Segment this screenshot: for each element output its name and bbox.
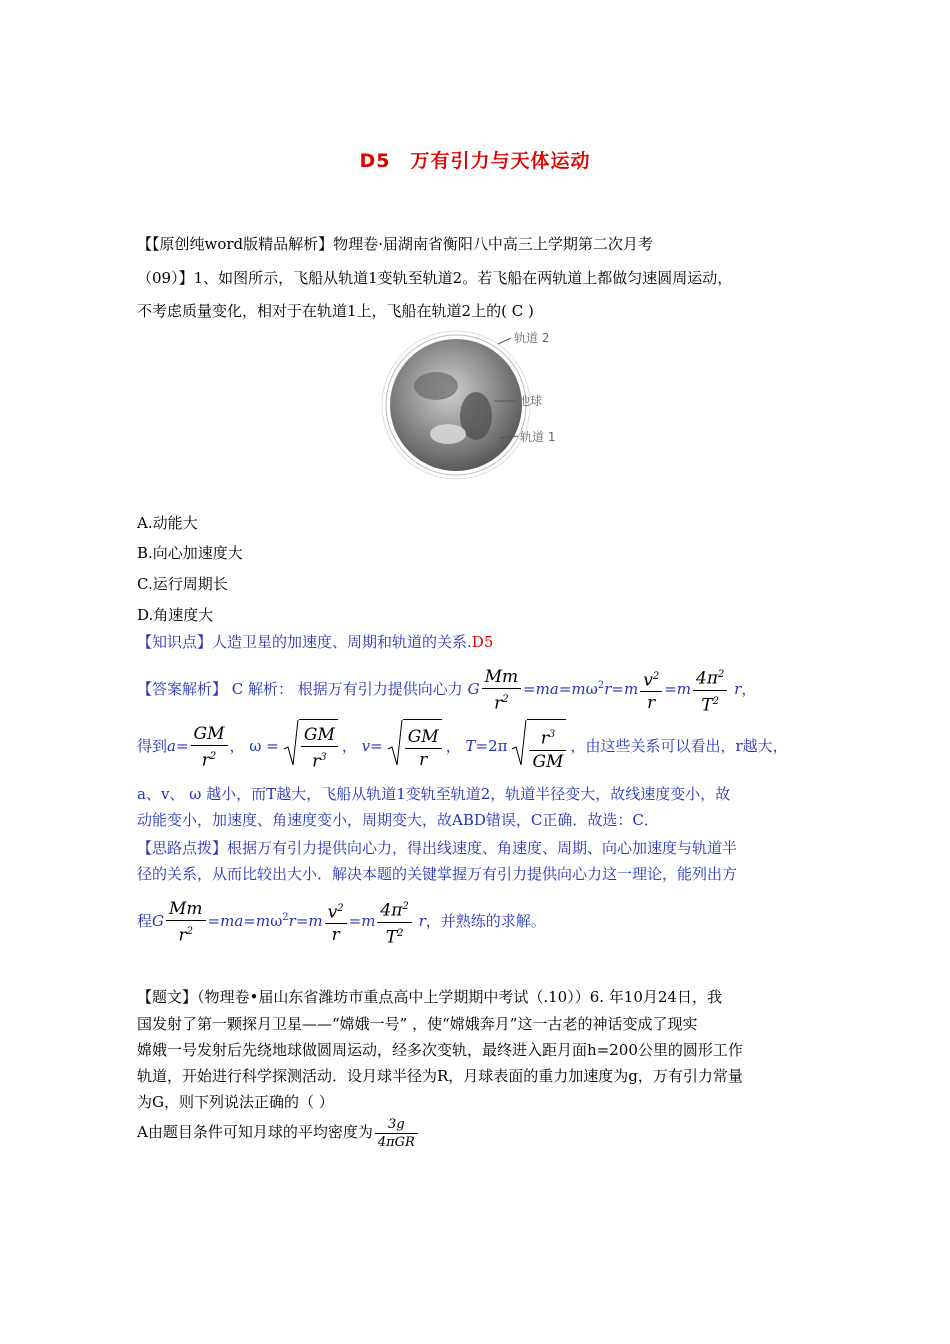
q2-line-4: 轨道，开始进行科学探测活动．设月球半径为R，月球表面的重力加速度为g，万有引力常量 xyxy=(137,1067,743,1085)
q2-line-2: 国发射了第一颗探月卫星——“嫦娥一号” ，使“嫦娥奔月”这一古老的神话变成了现实 xyxy=(137,1015,698,1033)
answer-line-1: 【答案解析】 C 解析： 根据万有引力提供向心力 G $\frac{Mm}{r^2}$ $=ma=m\omega^2r=m$ $\frac{v^2}{r}$ =m $\frac{4\pi^2}{T^2}$ r， xyxy=(137,661,756,716)
knowledge-text: 人造卫星的加速度、周期和轨道的关系. xyxy=(212,633,472,651)
answer-line-4: 动能变小，加速度、角速度变小，周期变大，故ABD错误，C正确．故选：C． xyxy=(137,811,659,829)
page-title: D5 万有引力与天体运动 xyxy=(359,150,591,172)
q2-option-a-text: A由题目条件可知月球的平均密度为 xyxy=(137,1123,373,1141)
answer-tag: 【答案解析】 xyxy=(137,680,228,698)
answer-line-3: a、v、 ω 越小，而T越大，飞船从轨道1变轨至轨道2，轨道半径变大，故线速度变小，故 xyxy=(137,785,731,803)
tip-prefix: 程 xyxy=(137,912,153,930)
label-earth: 地球 xyxy=(518,394,543,408)
option-d: D.角速度大 xyxy=(137,606,214,624)
option-c: C.运行周期长 xyxy=(137,575,228,593)
got-suffix: ，由这些关系可以看出，r越大， xyxy=(570,737,788,755)
knowledge-code: D5 xyxy=(471,633,494,651)
answer-lead: C 解析： 根据万有引力提供向心力 xyxy=(227,680,463,698)
tip-tag: 【思路点拨】 xyxy=(137,839,228,857)
tip-text-1: 根据万有引力提供向心力，得出线速度、角速度、周期、向心加速度与轨道半 xyxy=(227,839,738,857)
tip-line-1 xyxy=(137,838,737,858)
option-a: A.动能大 xyxy=(137,514,198,532)
q1-line-3: 不考虑质量变化，相对于在轨道1上，飞船在轨道2上的( C ) xyxy=(137,302,534,320)
answer-line-2: 得到a= $\frac{GM}{r^2}$ ， ω = $\frac{GM}{r^3}$ ， v= $\frac{GM}{r}$ ， T=2π $\frac{r^3}{GM}$ ，由这些关系可以看出，r越大， xyxy=(137,718,788,776)
q1-line-2: （09）】1、如图所示，飞船从轨道1变轨至轨道2。若飞船在两轨道上都做匀速圆周运动， xyxy=(137,269,733,287)
tip-line-3: 程G $\frac{Mm}{r^2}$ $=ma=m\omega^2r=m$ $\frac{v^2}{r}$ =m $\frac{4\pi^2}{T^2}$ r，并熟练的求解。 xyxy=(137,892,546,948)
knowledge-point xyxy=(137,632,493,652)
earth-globe xyxy=(390,339,522,471)
orbit-figure xyxy=(378,326,578,482)
q2-line-5: 为G，则下列说法正确的（ ） xyxy=(137,1093,334,1111)
option-b: B.向心加速度大 xyxy=(137,544,243,562)
knowledge-tag: 【知识点】 xyxy=(137,633,213,651)
q2-line-1: 【题文】（物理卷•届山东省潍坊市重点高中上学期期中考试（.10））6. 年10月24日，我 xyxy=(137,988,722,1006)
tip-suffix: ，并熟练的求解。 xyxy=(425,912,546,930)
q1-line-1: 【【原创纯word版精品解析】物理卷·届湖南省衡阳八中高三上学期第二次月考 xyxy=(137,235,653,253)
q2-option-a: A由题目条件可知月球的平均密度为 $\frac{3g}{\text{4πGR}}$ xyxy=(137,1108,420,1156)
tip-line-2: 径的关系，从而比较出大小．解决本题的关键掌握万有引力提供向心力这一理论，能列出方 xyxy=(137,865,738,883)
q2-line-3: 嫦娥一号发射后先绕地球做圆周运动，经多次变轨，最终进入距月面h=200公里的圆形工作 xyxy=(137,1041,743,1059)
label-orbit-2: 轨道 2 xyxy=(514,331,550,345)
got-prefix: 得到 xyxy=(137,737,168,755)
label-orbit-1: 轨道 1 xyxy=(520,430,556,444)
